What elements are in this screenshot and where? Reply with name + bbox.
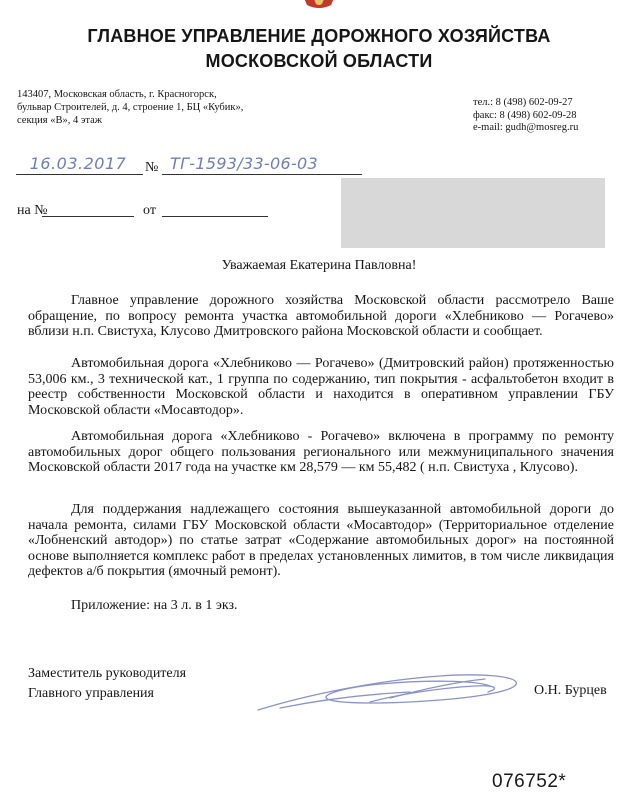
signatory-position-line-1: Заместитель руководителя bbox=[28, 666, 187, 681]
outgoing-number-underline bbox=[162, 174, 362, 175]
reference-date-label: от bbox=[143, 203, 156, 218]
fax-line: факс: 8 (498) 602-09-28 bbox=[473, 109, 577, 121]
address-line: бульвар Строителей, д. 4, строение 1, БЦ «Кубик», bbox=[17, 102, 244, 113]
address-line: 143407, Московская область, г. Красногорск, bbox=[17, 89, 217, 100]
appendix-note: Приложение: на 3 л. в 1 экз. bbox=[71, 598, 238, 613]
letter-paragraph: Автомобильная дорога «Хлебниково — Рогачево» (Дмитровский район) протяженностью 53,006 км., 3 технической кат., 1 группа по содержанию, тип покрытия - асфальтобетон входит в реестр собственности Московской области и находится в оперативном управлении ГБУ Московской области «Мосавтодор». bbox=[28, 356, 614, 418]
signatory-name: О.Н. Бурцев bbox=[534, 683, 607, 698]
signatory-position-line-2: Главного управления bbox=[28, 686, 154, 701]
reference-date-underline bbox=[162, 216, 268, 217]
letter-paragraph: Автомобильная дорога «Хлебниково - Рогачево» включена в программу по ремонту автомобильных дорог общего пользования регионального или межмуниципального значения Московской области 2017 года на участке км 28,579 — км 55,482 ( н.п. Свистуха , Клусово). bbox=[28, 429, 614, 475]
document-serial-number: 076752* bbox=[492, 771, 567, 792]
organization-title-line-2: МОСКОВСКОЙ ОБЛАСТИ bbox=[205, 51, 433, 71]
outgoing-number-label: № bbox=[145, 160, 159, 175]
outgoing-date-underline bbox=[16, 174, 143, 175]
organization-address bbox=[17, 88, 243, 127]
salutation: Уважаемая Екатерина Павловна! bbox=[221, 258, 417, 273]
reference-number-underline bbox=[42, 216, 134, 217]
handwritten-signature bbox=[250, 664, 530, 724]
organization-title bbox=[0, 24, 638, 74]
email-line: e-mail: gudh@mosreg.ru bbox=[473, 122, 579, 133]
reference-number-label: на № bbox=[17, 203, 48, 218]
address-line: секция «В», 4 этаж bbox=[17, 115, 103, 126]
letter-paragraph: Для поддержания надлежащего состояния вышеуказанной автомобильной дороги до начала ремонта, силами ГБУ Московской области «Мосавтодор» (Территориальное отделение «Лобненский автодор») по статье затрат «Содержание автомобильных дорог» на постоянной основе выполняется комплекс работ в пределах установленных лимитов, в том числе ликвидация дефектов а/б покрытия (ямочный ремонт). bbox=[28, 502, 614, 579]
phone-line: тел.: 8 (498) 602-09-27 bbox=[473, 97, 573, 108]
redacted-recipient-block bbox=[341, 178, 605, 248]
coat-of-arms-icon bbox=[300, 0, 338, 10]
letter-paragraph: Главное управление дорожного хозяйства Московской области рассмотрело Ваше обращение, по вопросу ремонта участка автомобильной дороги «Хлебниково — Рогачево» вблизи н.п. Свистуха, Клусово Дмитровского района Московской области и сообщает. bbox=[28, 293, 614, 339]
organization-contacts bbox=[473, 97, 578, 135]
outgoing-number: ТГ-1593/33-06-03 bbox=[170, 154, 318, 173]
signatory-position bbox=[28, 664, 186, 704]
organization-title-line-1: ГЛАВНОЕ УПРАВЛЕНИЕ ДОРОЖНОГО ХОЗЯЙСТВА bbox=[87, 26, 551, 46]
outgoing-date: 16.03.2017 bbox=[29, 154, 127, 173]
